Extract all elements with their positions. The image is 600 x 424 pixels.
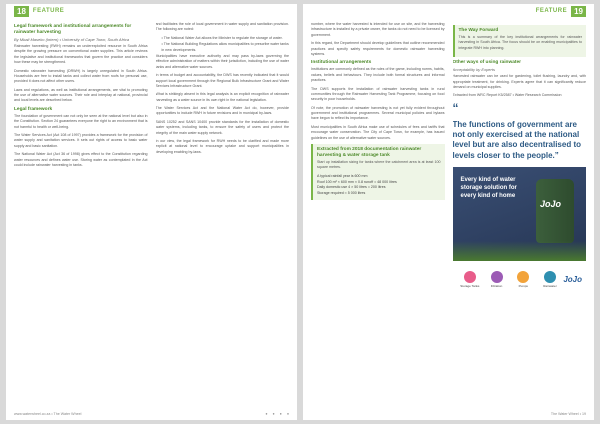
footer-text: www.waterwheel.co.za • The Water Wheel (14, 412, 82, 416)
box-text: Start up installation sizing for tanks where the catchment area is at least 100 square metres. (317, 159, 441, 170)
paragraph: In this regard, the Department should develop guidelines that outline recommended practices and specify safety requirements for domestic rainwater harvesting systems. (311, 41, 445, 56)
paragraph: In terms of budget and accountability, the DWS has recently indicated that it would support local government through the Regional Bulk Infrastructure Grant and Water Services Infrastructure Grant. (155, 73, 289, 88)
paragraph: Domestic rainwater harvesting (DRWH) is largely unregulated in South Africa. Households are free to install tanks and collect water from roofs for personal use, provided it does not affect other users. (14, 68, 148, 84)
section-heading: Legal framework (14, 106, 53, 112)
box-title: Extracted from 2018 documentation rainwater harvesting & water storage tank (317, 147, 422, 158)
pump-icon: Pumps (510, 271, 537, 288)
section-heading: Institutional arrangements (311, 60, 372, 66)
paragraph: What is strikingly absent in this legal analysis is an explicit recognition of rainwater harvesting as a water source in its own right in the national legislation. (155, 92, 289, 102)
twitter-icon[interactable]: ● (265, 412, 268, 416)
pull-quote: The functions of government are not only exercised at the national level but are also decentralised to levels closer to the people.” (452, 119, 581, 160)
brand-logo: JoJo (563, 274, 582, 284)
bullet-item: • The National Water Act allows the Minister to regulate the storage of water. (161, 35, 283, 40)
box-row: Storage required ≈ 5 000 litres (317, 191, 366, 196)
paragraph: Laws and regulations, as well as institutional arrangements, are vital to promoting the use of alternative water sources. Their role and interplay at national, provincial and local levels are described below. (14, 87, 148, 103)
page-number: 19 (571, 6, 586, 17)
magazine-spread (6, 4, 594, 420)
paragraph: Institutions are commonly defined as the rules of the game, including norms, habits, values, beliefs and behaviours. They include both formal structures and informal practices. (311, 67, 445, 83)
paragraph: Most municipalities in South Africa make use of schedules of fees and tariffs that encourage water conservation. The City of Cape Town, for example, has issued guidelines on the use of alternative water sources. (311, 124, 445, 140)
facebook-icon[interactable]: ● (272, 412, 275, 416)
way-forward-box (453, 25, 587, 57)
bullet-item: • The National Building Regulations allow municipalities to prescribe water tanks in new developments. (161, 42, 289, 52)
plants-image (453, 241, 587, 261)
section-label: FEATURE (32, 8, 65, 14)
left-column-1 (14, 22, 148, 406)
source-note: Extracted from WRC Report K5/2587 • Water Research Commission (452, 93, 562, 98)
paragraph: The Water Services Act and the National Water Act do, however, provide opportunities to include RWH in future revisions and in municipal by-laws. (155, 106, 289, 116)
page-header (6, 4, 297, 18)
box-row: Daily domestic use 4 × 50 litres = 200 litres (317, 185, 386, 190)
paragraph: Harvested rainwater can be used for gardening, toilet flushing, laundry and, with appropriate treatment, for drinking. Experts agree that it can significantly reduce demand on municipal supplies. (452, 74, 586, 89)
section-label: FEATURE (535, 8, 568, 14)
page-footer (14, 412, 289, 416)
right-page (303, 4, 594, 420)
right-column-1 (311, 22, 445, 406)
paragraph: number, where the water harvested is intended for use on site, and the harvesting infrastructure is installed by a private owner, the tanks do not need to be licensed by government. (311, 22, 445, 37)
page-footer (311, 412, 586, 416)
paragraph: The DWS supports the installation of rainwater harvesting tanks in rural communities through the Rainwater Harvesting Tank Programme, focusing on food security in poor households. (311, 86, 445, 102)
sizing-box (311, 144, 445, 200)
left-page (6, 4, 297, 420)
water-tank-image (536, 179, 574, 243)
paragraph: The foundation of government can not only be seen at the national level but also in the Constitution. Section 24 guarantees everyone the right to an environment that is not harmful to health or well-being. (14, 113, 148, 129)
paragraph: SANS 10252 and SANS 10400 provide standards for the installation of domestic water systems, including tanks, to ensure the safety of users and protect the integrity of the main water supply network. (155, 119, 289, 135)
jojo-advertisement[interactable] (453, 167, 587, 297)
linkedin-icon[interactable]: ● (279, 412, 282, 416)
box-text: This is a summary of the key institutional arrangements for rainwater harvesting in South Africa. The focus should be on enabling municipalities to integrate RWH into planning. (458, 34, 582, 50)
page-number: 18 (14, 6, 29, 17)
article-title: Legal framework and institutional arrangements for rainwater harvesting (14, 24, 132, 35)
section-heading: Other ways of using rainwater (452, 60, 522, 66)
footer-text: The Water Wheel • 19 (550, 412, 586, 416)
storage-icon: Storage Tanks (457, 271, 484, 288)
byline: By Mbali Maseko (Intern) • University of Cape Town, South Africa (14, 36, 130, 42)
right-column-2 (453, 22, 587, 406)
box-row: Roof 100 m² × 600 mm × 0.8 runoff = 48 000 litres (317, 179, 397, 184)
paragraph: Of note, the promotion of rainwater harvesting is not yet fully evident throughout government and institutional programmes. Several municipal policies and bylaws have begun to reflect its importance. (311, 105, 445, 121)
paragraph: In our view, the legal framework for RWH needs to be clarified and made more explicit at national level to encourage uptake and support municipalities in developing enabling by-laws. (155, 139, 289, 154)
paragraph: and facilitates the role of local government in water supply and sanitation provision. The following are noted: (155, 22, 289, 32)
quote-close-mark: ” (554, 150, 559, 160)
paragraph: The Water Services Act (Act 108 of 1997) provides a framework for the provision of water supply and sanitation services. It sets out rights of access to basic water supply and basic sanitation. (14, 133, 148, 148)
youtube-icon[interactable]: ● (286, 412, 289, 416)
ad-title: Every kind of water storage solution for every kind of home (460, 177, 517, 199)
box-row: A typical rainfall year is 600 mm (317, 173, 368, 178)
drop-icon: Rainwater (537, 271, 564, 288)
left-column-2 (156, 22, 290, 406)
paragraph: Rainwater harvesting (RWH) remains an underexploited resource in South Africa despite the growing pressure on conventional water supplies. This article reviews the legislative and institutional frameworks that govern the practice and considers how these may be strengthened. (14, 43, 148, 65)
subheading: Acceptability by Experts (452, 67, 495, 73)
ad-icon-row (453, 261, 587, 297)
filter-icon: Filtration (483, 271, 510, 288)
paragraph: The National Water Act (Act 36 of 1998) gives effect to the Constitution regarding water resources and defines water use. Storing water as contemplated in the Act could include rainwater harvesting in tanks. (14, 152, 148, 167)
paragraph: Municipalities have executive authority and may pass by-laws governing the effective administration of matters within their jurisdiction, including the use of water tanks and alternative water sources. (155, 53, 289, 69)
tank-logo: JoJo (540, 199, 562, 210)
quote-open-mark: “ (452, 100, 459, 115)
social-icons (261, 412, 289, 416)
box-title: The Way Forward (458, 28, 499, 33)
page-header (303, 4, 594, 18)
